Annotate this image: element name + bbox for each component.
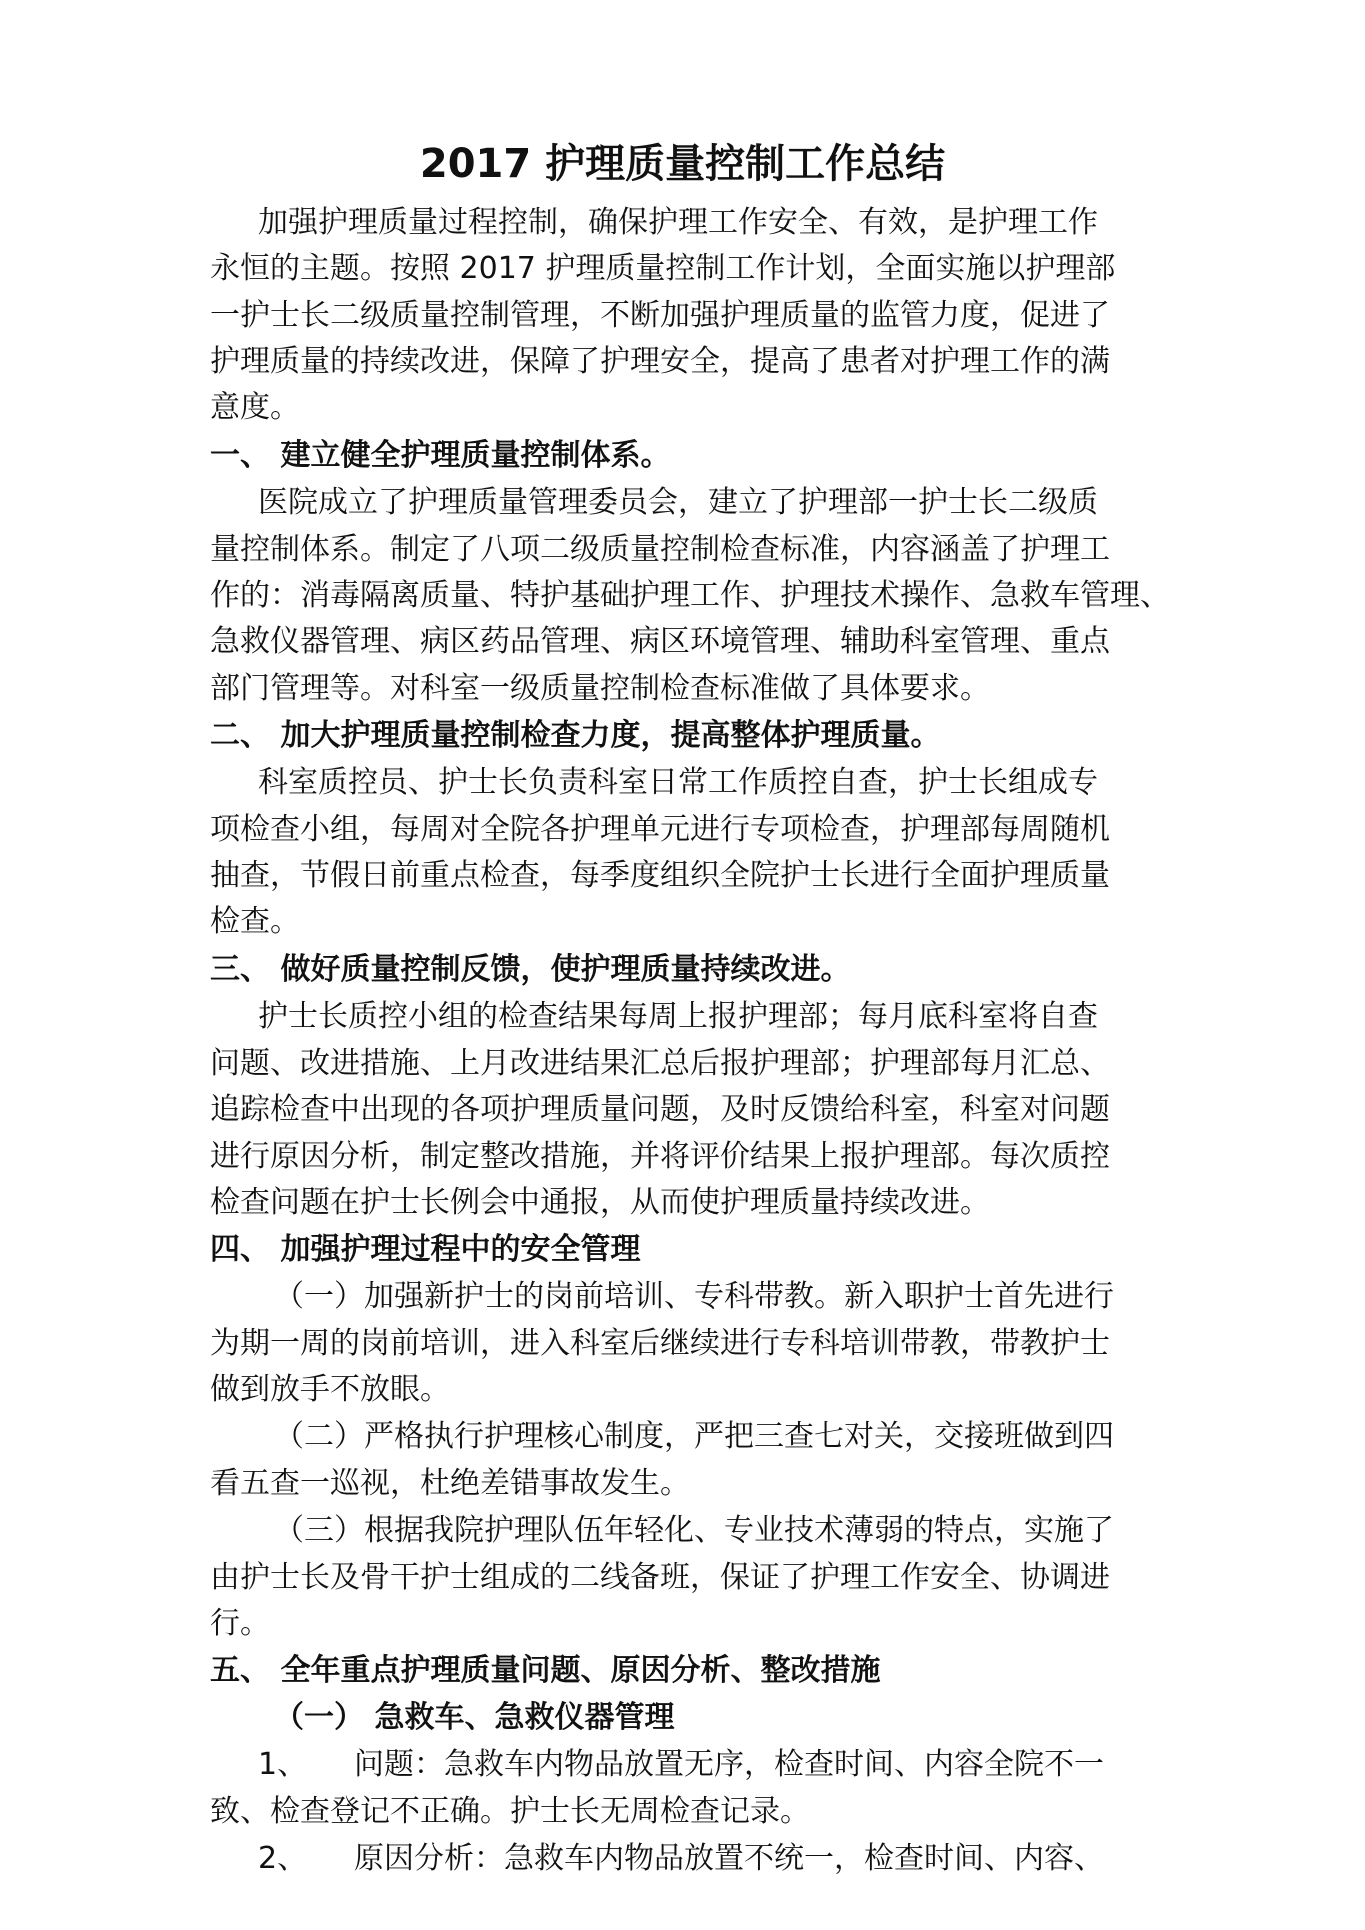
- paragraph-line: 永恒的主题。按照 2017 护理质量控制工作计划，全面实施以护理部: [210, 251, 1116, 286]
- paragraph-line: 项检查小组，每周对全院各护理单元进行专项检查，护理部每周随机: [210, 812, 1110, 847]
- paragraph-line: （三）根据我院护理队伍年轻化、专业技术薄弱的特点，实施了: [274, 1513, 1114, 1548]
- section-heading: 五、 全年重点护理质量问题、原因分析、整改措施: [210, 1653, 881, 1688]
- paragraph-line: 护理质量的持续改进，保障了护理安全，提高了患者对护理工作的满: [210, 344, 1110, 379]
- paragraph-line: 量控制体系。制定了八项二级质量控制检查标准，内容涵盖了护理工: [210, 532, 1110, 567]
- paragraph-line: 一护士长二级质量控制管理，不断加强护理质量的监管力度，促进了: [210, 298, 1110, 333]
- paragraph-line: 意度。: [210, 390, 300, 425]
- paragraph-line: 护士长质控小组的检查结果每周上报护理部；每月底科室将自查: [258, 999, 1098, 1034]
- paragraph-line: 追踪检查中出现的各项护理质量问题，及时反馈给科室，科室对问题: [210, 1092, 1110, 1127]
- subsection-heading: （一） 急救车、急救仪器管理: [274, 1700, 675, 1735]
- section-heading: 三、 做好质量控制反馈，使护理质量持续改进。: [210, 952, 851, 987]
- list-marker: 2、: [258, 1841, 308, 1876]
- paragraph-line: 抽查，节假日前重点检查，每季度组织全院护士长进行全面护理质量: [210, 858, 1110, 893]
- section-heading: 一、 建立健全护理质量控制体系。: [210, 438, 671, 473]
- paragraph-line: 作的：消毒隔离质量、特护基础护理工作、护理技术操作、急救车管理、: [210, 578, 1170, 613]
- list-item: [258, 1745, 1104, 1785]
- list-item-text: 原因分析：急救车内物品放置不统一，检查时间、内容、: [354, 1841, 1104, 1876]
- paragraph-line: 进行原因分析，制定整改措施，并将评价结果上报护理部。每次质控: [210, 1139, 1110, 1174]
- paragraph-line: （二）严格执行护理核心制度，严把三查七对关，交接班做到四: [274, 1419, 1114, 1454]
- paragraph-line: 问题、改进措施、上月改进结果汇总后报护理部；护理部每月汇总、: [210, 1046, 1110, 1081]
- list-item: [258, 1839, 1104, 1879]
- paragraph-line: 科室质控员、护士长负责科室日常工作质控自查，护士长组成专: [258, 765, 1098, 800]
- list-item-text: 问题：急救车内物品放置无序，检查时间、内容全院不一: [354, 1747, 1104, 1782]
- paragraph-line: 看五查一巡视，杜绝差错事故发生。: [210, 1466, 690, 1501]
- section-heading: 四、 加强护理过程中的安全管理: [210, 1232, 641, 1267]
- paragraph-line: 为期一周的岗前培训，进入科室后继续进行专科培训带教，带教护士: [210, 1326, 1110, 1361]
- paragraph-line: 医院成立了护理质量管理委员会，建立了护理部一护士长二级质: [258, 485, 1098, 520]
- paragraph-line: 做到放手不放眼。: [210, 1372, 450, 1407]
- list-marker: 1、: [258, 1747, 308, 1782]
- paragraph-line: 检查问题在护士长例会中通报，从而使护理质量持续改进。: [210, 1185, 990, 1220]
- document-title: 2017 护理质量控制工作总结: [419, 141, 946, 187]
- paragraph-line: 部门管理等。对科室一级质量控制检查标准做了具体要求。: [210, 671, 990, 706]
- paragraph-line: 行。: [210, 1606, 270, 1641]
- paragraph-line: 加强护理质量过程控制，确保护理工作安全、有效，是护理工作: [258, 205, 1098, 240]
- paragraph-line: 检查。: [210, 904, 300, 939]
- paragraph-line: （一）加强新护士的岗前培训、专科带教。新入职护士首先进行: [274, 1279, 1114, 1314]
- paragraph-line: 致、检查登记不正确。护士长无周检查记录。: [210, 1794, 810, 1829]
- paragraph-line: 由护士长及骨干护士组成的二线备班，保证了护理工作安全、协调进: [210, 1560, 1110, 1595]
- paragraph-line: 急救仪器管理、病区药品管理、病区环境管理、辅助科室管理、重点: [210, 624, 1110, 659]
- section-heading: 二、 加大护理质量控制检查力度，提高整体护理质量。: [210, 718, 941, 753]
